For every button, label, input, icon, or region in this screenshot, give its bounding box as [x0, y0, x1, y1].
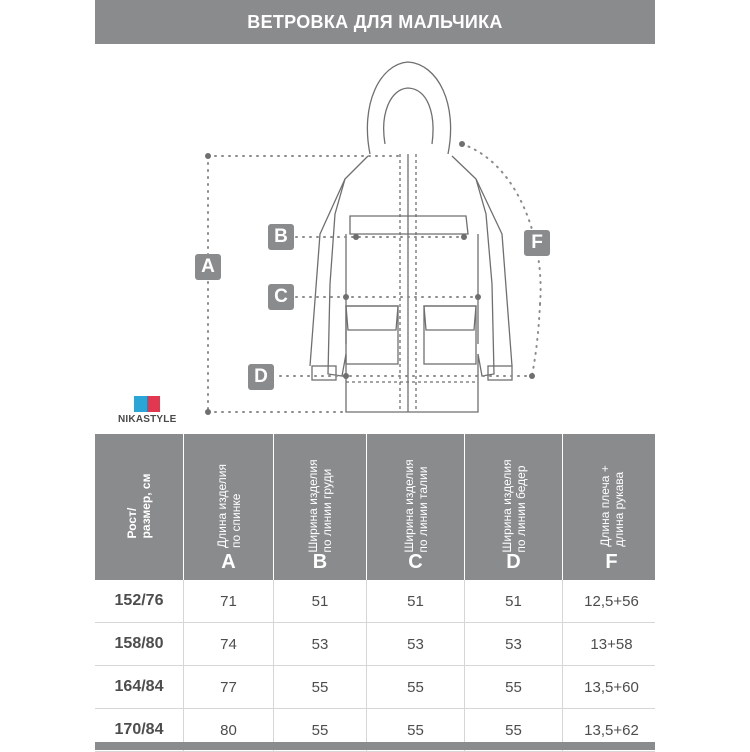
nikastyle-logo-icon: [134, 396, 160, 412]
header-f: [563, 434, 660, 580]
label-d: D: [248, 364, 274, 390]
cell-a: 71: [184, 580, 274, 622]
cell-f: 13,5+62: [584, 721, 639, 739]
cell-b: 55: [274, 709, 367, 751]
cell-f: 13+58: [590, 635, 633, 653]
header-b: [274, 434, 367, 580]
jacket-illustration: [0, 44, 750, 434]
brand-logo: [118, 396, 176, 425]
cell-b: 55: [274, 666, 367, 708]
size-table: [95, 434, 655, 752]
cell-d: 55: [465, 709, 563, 751]
cell-d: 55: [465, 666, 563, 708]
cell-c: 55: [367, 666, 465, 708]
header-f-label: Длина плеча + длина рукава: [597, 465, 626, 547]
cell-f: 12,5+56: [584, 592, 639, 610]
cell-c: 51: [367, 580, 465, 622]
cell-size: 152/76: [95, 580, 184, 622]
header-size: [95, 434, 184, 580]
bottom-bar: [95, 742, 655, 750]
cell-b: 53: [274, 623, 367, 665]
brand-name: NIKASTYLE: [118, 414, 177, 425]
label-f: F: [524, 230, 550, 256]
label-a: A: [195, 254, 221, 280]
cell-a: 77: [184, 666, 274, 708]
label-b: B: [268, 224, 294, 250]
cell-d: 51: [465, 580, 563, 622]
header-c: [367, 434, 465, 580]
header-d-letter: D: [506, 551, 521, 573]
header-d: [465, 434, 563, 580]
cell-c: 55: [367, 709, 465, 751]
header-a-label: Длина изделия по спинке: [214, 464, 243, 548]
cell-size: 164/84: [95, 666, 184, 708]
cell-c: 53: [367, 623, 465, 665]
cell-f: 13,5+60: [584, 678, 639, 696]
header-a-letter: A: [221, 551, 236, 573]
table-row: [95, 580, 655, 623]
header-c-label: Ширина изделия по линии талии: [401, 459, 430, 553]
table-header: [95, 434, 655, 580]
cell-d: 53: [465, 623, 563, 665]
header-d-label: Ширина изделия по линии бедер: [499, 459, 528, 553]
header-a: [184, 434, 274, 580]
title-bar: [95, 0, 655, 44]
cell-a: 80: [184, 709, 274, 751]
cell-size: 158/80: [95, 623, 184, 665]
header-size-label: Рост/ размер, см: [125, 473, 153, 539]
header-b-letter: B: [312, 551, 328, 573]
cell-b: 51: [274, 580, 367, 622]
header-c-letter: C: [408, 551, 423, 573]
cell-size: 170/84: [95, 709, 184, 751]
table-row: [95, 623, 655, 666]
header-f-letter: F: [605, 551, 618, 573]
label-c: C: [268, 284, 294, 310]
cell-a: 74: [184, 623, 274, 665]
table-row: [95, 666, 655, 709]
page-title: ВЕТРОВКА ДЛЯ МАЛЬЧИКА: [247, 11, 503, 32]
table-body: [95, 580, 655, 752]
jacket-diagram: [0, 44, 750, 434]
header-b-label: Ширина изделия по линии груди: [306, 459, 334, 553]
